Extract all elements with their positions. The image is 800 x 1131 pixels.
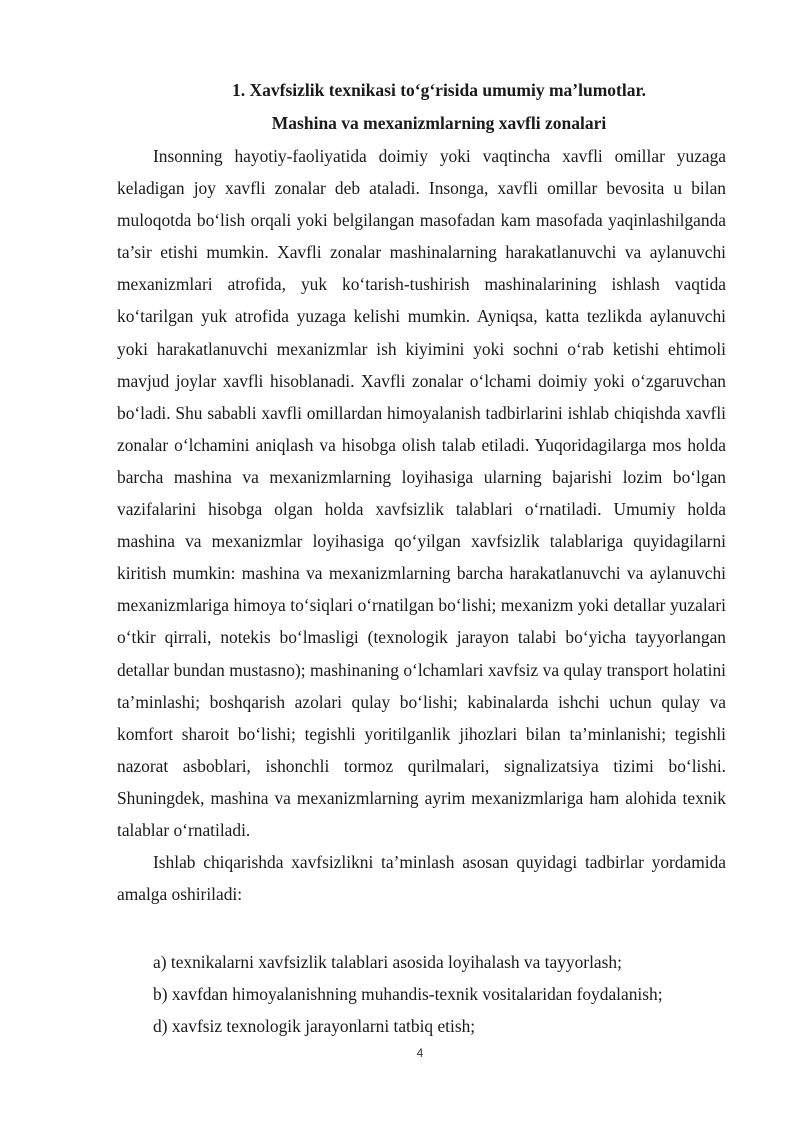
section-subtitle: Mashina va mexanizmlarning xavfli zonalari [271, 113, 607, 133]
body-text [117, 140, 726, 910]
list-item-a: a) texnikalarni xavfsizlik talablari asosida loyihalash va tayyorlash; [153, 952, 622, 972]
measures-list [153, 946, 733, 1042]
paragraph-1: Insonning hayotiy-faoliyatida doimiy yoki vaqtincha xavfli omillar yuzaga keladigan joy xavfli zonalar deb ataladi. Insonga, xavfli omillar bevosita u bilan muloqotda bo‘lish orqali yoki belgilangan masofadan kam masofada yaqinlashilganda ta’sir etishi mumkin. Xavfli zonalar mashinalarning harakatlanuvchi va aylanuvchi mexanizmlari atrofida, yuk ko‘tarish-tushirish mashinalarining ishlash vaqtida ko‘tarilgan yuk atrofida yuzaga kelishi mumkin. Ayniqsa, katta tezlikda aylanuvchi yoki harakatlanuvchi mexanizmlar ish kiyimini yoki sochni o‘rab ketishi ehtimoli mavjud joylar xavfli hisoblanadi. Xavfli zonalar o‘lchami doimiy yoki o‘zgaruvchan bo‘ladi. Shu sababli xavfli omillardan himoyalanish tadbirlarini ishlab chiqishda xavfli zonalar o‘lchamini aniqlash va hisobga olish talab etiladi. Yuqoridagilarga mos holda barcha mashina va mexanizmlarning loyihasiga ularning bajarishi lozim bo‘lgan vazifalarini hisobga olgan holda xavfsizlik talablari o‘rnatiladi. Umumiy holda mashina va mexanizmlar loyihasiga qo‘yilgan xavfsizlik talablariga quyidagilarni kiritish mumkin: mashina va mexanizmlarning barcha harakatlanuvchi va aylanuvchi mexanizmlariga himoya to‘siqlari o‘rnatilgan bo‘lishi; mexanizm yoki detallar yuzalari o‘tkir qirrali, notekis bo‘lmasligi (texnologik jarayon talabi bo‘yicha tayyorlangan detallar bundan mustasno); mashinaning o‘lchamlari xavfsiz va qulay transport holatini ta’minlashi; boshqarish azolari qulay bo‘lishi; kabinalarda ishchi uchun qulay va komfort sharoit bo‘lishi; tegishli yoritilganlik jihozlari bilan ta’minlanishi; tegishli nazorat asboblari, ishonchli tormoz qurilmalari, signalizatsiya tizimi bo‘lishi. Shuningdek, mashina va mexanizmlarning ayrim mexanizmlariga ham alohida texnik talablar o‘rnatiladi. [117, 146, 726, 840]
section-title: 1. Xavfsizlik texnikasi to‘g‘risida umumiy ma’lumotlar. [231, 80, 646, 100]
list-item-d: d) xavfsiz texnologik jarayonlarni tatbiq etish; [153, 1016, 476, 1037]
paragraph-2: Ishlab chiqarishda xavfsizlikni ta’minlash asosan quyidagi tadbirlar yordamida amalga oshiriladi: [117, 852, 726, 905]
page-number: 4 [416, 1046, 424, 1060]
list-item-b: b) xavfdan himoyalanishning muhandis-texnik vositalaridan foydalanish; [153, 984, 663, 1005]
